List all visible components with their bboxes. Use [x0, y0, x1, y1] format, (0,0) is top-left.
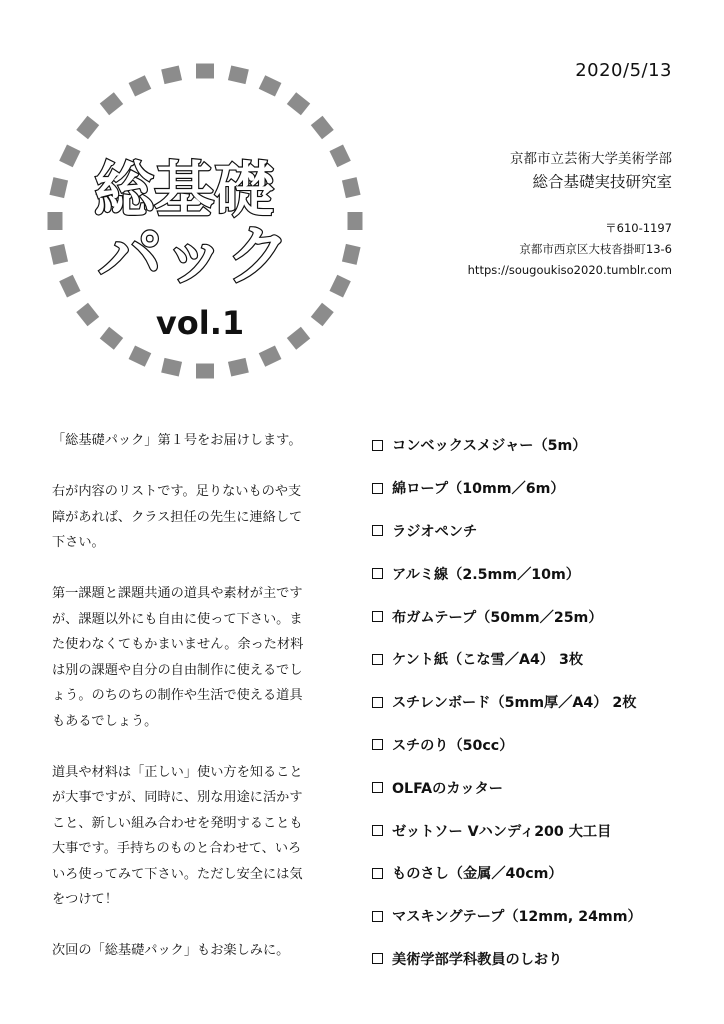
checklist-item-label: ラジオペンチ	[392, 523, 478, 540]
ring-dash	[228, 65, 249, 84]
checklist-item	[372, 510, 702, 553]
checklist-item-label: OLFAのカッター	[392, 780, 503, 797]
ring-dash	[161, 65, 182, 84]
ring-dash	[342, 177, 361, 198]
ring-dash	[59, 275, 80, 298]
ring-dash	[161, 358, 182, 377]
ring-dash	[49, 244, 68, 265]
checklist-item-label: 綿ロープ（10mm／6m）	[392, 481, 565, 498]
checkbox-icon	[372, 440, 383, 451]
checklist-item	[372, 467, 702, 510]
checklist-item-label: アルミ線（2.5mm／10m）	[392, 566, 580, 583]
checkbox-icon	[372, 953, 383, 964]
website-url: https://sougoukiso2020.tumblr.com	[467, 263, 672, 277]
ring-dash	[100, 327, 123, 350]
logo	[40, 56, 370, 386]
ring-dash	[348, 212, 363, 230]
issue-date: 2020/5/13	[575, 60, 672, 81]
intro-paragraph-5: 次回の「総基礎パック」もお楽しみに。	[52, 943, 290, 958]
intro-paragraph-2: 右が内容のリストです。足りないものや支障があれば、クラス担任の先生に連絡して下さい。	[52, 484, 303, 550]
checklist-item	[372, 809, 702, 852]
checklist-item-label: スチレンボード（5mm厚／A4） 2枚	[392, 695, 637, 712]
ring-dash	[59, 145, 80, 168]
checkbox-icon	[372, 911, 383, 922]
checklist-item-label: スチのり（50cc）	[392, 737, 514, 754]
checkbox-icon	[372, 697, 383, 708]
ring-dash	[228, 358, 249, 377]
checklist-item-label: マスキングテープ（12mm, 24mm）	[392, 909, 642, 926]
ring-dash	[76, 303, 99, 326]
ring-dash	[287, 92, 310, 115]
ring-dash	[259, 345, 282, 366]
checklist-item	[372, 638, 702, 681]
ring-dash	[76, 116, 99, 139]
checkbox-icon	[372, 483, 383, 494]
ring-dash	[329, 275, 350, 298]
ring-dash	[329, 145, 350, 168]
checkbox-icon	[372, 739, 383, 750]
ring-dash	[196, 64, 214, 79]
checkbox-icon	[372, 825, 383, 836]
checklist-item	[372, 852, 702, 895]
ring-dash	[311, 303, 334, 326]
checkbox-icon	[372, 868, 383, 879]
ring-dash	[48, 212, 63, 230]
checkbox-icon	[372, 782, 383, 793]
ring-dash	[129, 345, 152, 366]
ring-dash	[49, 177, 68, 198]
contents-checklist	[372, 424, 702, 980]
logo-graphic	[40, 56, 370, 386]
checklist-item-label: ものさし（金属／40cm）	[392, 866, 563, 883]
checkbox-icon	[372, 654, 383, 665]
address-block	[468, 218, 672, 281]
ring-dash	[342, 244, 361, 265]
organization	[510, 148, 672, 194]
street-address: 京都市西京区大枝沓掛町13-6	[519, 242, 672, 256]
checklist-item	[372, 724, 702, 767]
ring-dash	[287, 327, 310, 350]
checkbox-icon	[372, 611, 383, 622]
organization-line2: 総合基礎実技研究室	[532, 173, 672, 191]
checklist-item	[372, 424, 702, 467]
logo-title-line1: 総基礎	[94, 156, 274, 226]
checklist-item	[372, 681, 702, 724]
postal-code: 〒610-1197	[605, 221, 672, 235]
intro-text	[52, 428, 314, 989]
checklist-item-label: 美術学部学科教員のしおり	[392, 951, 563, 968]
checkbox-icon	[372, 568, 383, 579]
ring-dash	[311, 116, 334, 139]
checklist-item	[372, 595, 702, 638]
ring-dash	[100, 92, 123, 115]
checklist-item-label: コンベックスメジャー（5m）	[392, 438, 587, 455]
intro-paragraph-3: 第一課題と課題共通の道具や素材が主ですが、課題以外にも自由に使って下さい。また使わなくてもかまいません。余った材料は別の課題や自分の自由制作に使えるでしょう。のちのちの制作や生活で使える道具もあるでしょう。	[52, 586, 304, 729]
checklist-item-label: ケント紙（こな雪／A4） 3枚	[392, 652, 584, 669]
ring-dash	[129, 75, 152, 96]
logo-title-line2: パック	[98, 220, 290, 294]
organization-line1: 京都市立芸術大学美術学部	[510, 151, 672, 167]
checkbox-icon	[372, 525, 383, 536]
ring-dash	[259, 75, 282, 96]
checklist-item	[372, 938, 702, 981]
checklist-item-label: ゼットソー Vハンディ200 大工目	[392, 823, 612, 840]
logo-volume: vol.1	[155, 304, 245, 342]
checklist-item	[372, 552, 702, 595]
intro-paragraph-1: 「総基礎パック」第１号をお届けします。	[52, 433, 302, 448]
ring-dash	[196, 364, 214, 379]
intro-paragraph-4: 道具や材料は「正しい」使い方を知ることが大事ですが、同時に、別な用途に活かすこと、新しい組み合わせを発明することも大事です。手持ちのものと合わせて、いろいろ使ってみて下さい。ただし安全には気をつけて！	[52, 764, 303, 907]
checklist-item	[372, 895, 702, 938]
checklist-item-label: 布ガムテープ（50mm／25m）	[392, 609, 603, 626]
checklist-item	[372, 766, 702, 809]
